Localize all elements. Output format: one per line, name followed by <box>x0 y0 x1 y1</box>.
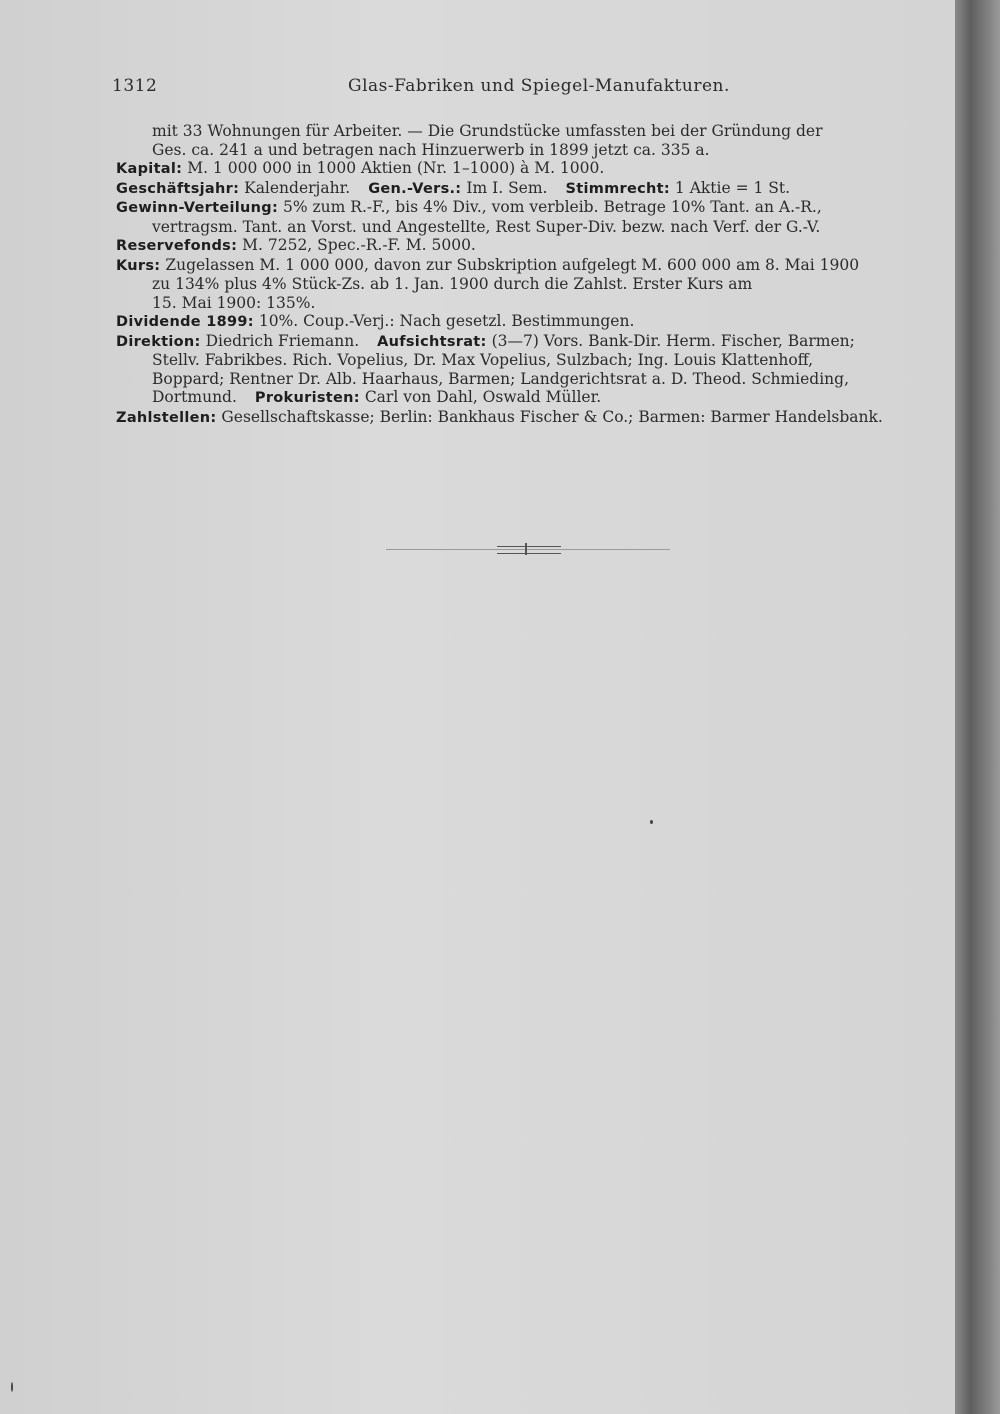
scan-edge-shadow <box>955 0 1000 1414</box>
line-text: Dortmund. <box>152 388 237 406</box>
divider-ornament <box>497 546 561 554</box>
line-text: 15. Mai 1900: 135%. <box>152 293 316 312</box>
line-text: Boppard; Rentner Dr. Alb. Haarhaus, Barmen; Landgerichtsrat a. D. Theod. Schmieding, <box>152 369 850 388</box>
price-line <box>116 256 952 276</box>
paying-agents-line <box>116 408 952 428</box>
line-text: Diedrich Friemann. <box>205 331 360 350</box>
text-line <box>116 218 952 237</box>
line-text: Stellv. Fabrikbes. Rich. Vopelius, Dr. Max Vopelius, Sulzbach; Ing. Louis Klattenhoff, <box>152 351 814 369</box>
text-line <box>116 388 952 408</box>
dividend-line <box>116 312 952 332</box>
page-header <box>112 76 730 102</box>
dividend-label: Dividende 1899: <box>116 314 254 330</box>
line-text: 5% zum R.-F., bis 4% Div., vom verbleib. Betrage 10% Tant. an A.-R., <box>283 198 822 216</box>
management-label: Direktion: <box>116 333 201 350</box>
reserve-fund-line <box>116 236 952 256</box>
fiscal-year-line <box>116 179 952 199</box>
profit-distribution-label: Gewinn-Verteilung: <box>116 200 279 216</box>
line-text: mit 33 Wohnungen für Arbeiter. — Die Grundstücke umfassten bei der Gründung der <box>152 122 823 140</box>
text-line <box>116 275 952 294</box>
line-text: zu 134% plus 4% Stück-Zs. ab 1. Jan. 1900 durch die Zahlst. Erster Kurs am <box>152 275 753 293</box>
text-line <box>116 351 952 370</box>
running-title: Glas-Fabriken und Spiegel-Manufakturen. <box>348 76 730 96</box>
scan-speck <box>11 1382 13 1392</box>
supervisory-board-label: Aufsichtsrat: <box>377 333 487 350</box>
management-line <box>116 332 952 352</box>
line-text: Im I. Sem. <box>466 178 548 197</box>
page-number: 1312 <box>112 76 158 96</box>
line-text: Gesellschaftskasse; Berlin: Bankhaus Fischer & Co.; Barmen: Barmer Handelsbank. <box>221 407 883 426</box>
line-text: Zugelassen M. 1 000 000, davon zur Subskription aufgelegt M. 600 000 am 8. Mai 1900 <box>165 255 860 274</box>
line-text: M. 1 000 000 in 1000 Aktien (Nr. 1–1000) à M. 1000. <box>187 159 605 177</box>
divider-ornament-tick <box>525 543 527 555</box>
capital-label: Kapital: <box>116 161 183 177</box>
line-text: M. 7252, Spec.-R.-F. M. 5000. <box>242 236 476 254</box>
line-text: 10%. Coup.-Verj.: Nach gesetzl. Bestimmungen. <box>258 312 635 330</box>
fiscal-year-label: Geschäftsjahr: <box>116 180 240 197</box>
text-line <box>116 141 952 160</box>
text-line <box>116 370 952 389</box>
line-text: (3—7) Vors. Bank-Dir. Herm. Fischer, Barmen; <box>491 331 855 350</box>
paying-agents-label: Zahlstellen: <box>116 409 217 426</box>
text-line <box>116 122 952 141</box>
line-text: vertragsm. Tant. an Vorst. und Angestellte, Rest Super-Div. bezw. nach Verf. der G.-V. <box>152 217 821 236</box>
line-text: Carl von Dahl, Oswald Müller. <box>364 388 602 406</box>
text-line <box>116 294 952 313</box>
profit-distribution-line <box>116 198 952 218</box>
voting-right-label: Stimmrecht: <box>565 180 670 197</box>
capital-line <box>116 159 952 179</box>
company-entry <box>116 122 952 427</box>
line-text: Kalenderjahr. <box>244 178 351 197</box>
scan-speck <box>650 820 653 824</box>
reserve-fund-label: Reservefonds: <box>116 238 238 254</box>
general-meeting-label: Gen.-Vers.: <box>368 180 462 197</box>
line-text: 1 Aktie = 1 St. <box>674 178 791 197</box>
line-text: Ges. ca. 241 a und betragen nach Hinzuerwerb in 1899 jetzt ca. 335 a. <box>152 140 710 159</box>
price-label: Kurs: <box>116 257 161 274</box>
authorized-signatories-label: Prokuristen: <box>254 390 360 406</box>
